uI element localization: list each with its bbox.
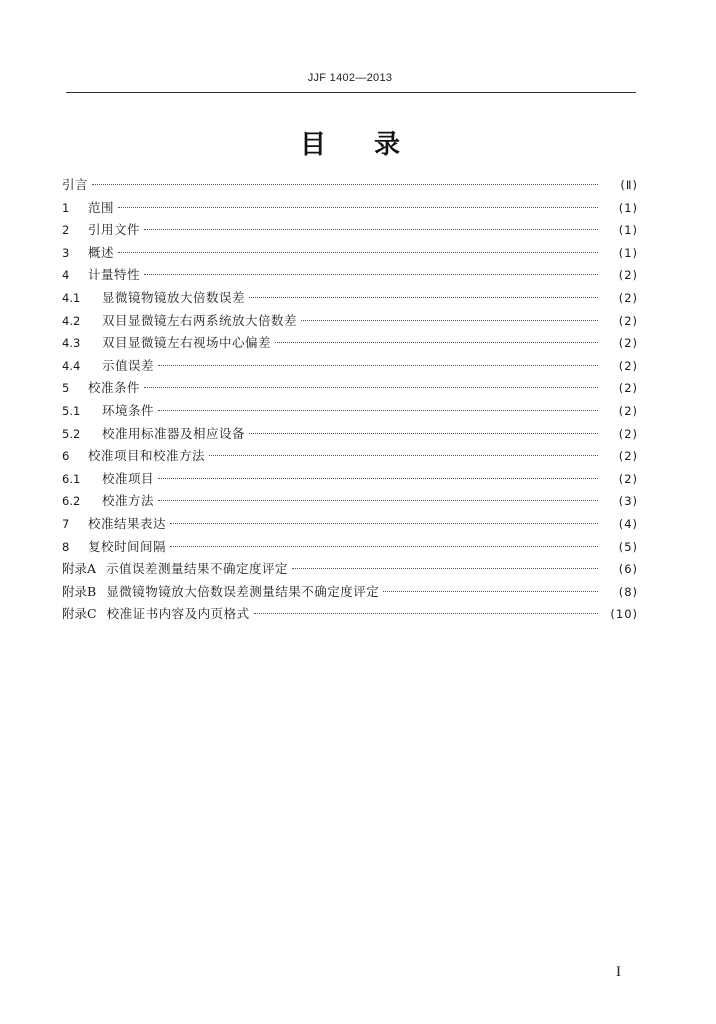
toc-entry-page: (Ⅱ): [620, 178, 638, 192]
toc-entry-number: 6: [62, 449, 70, 464]
toc-entry-page: (4): [618, 516, 638, 531]
toc-entry-text: 校准条件: [88, 380, 141, 396]
toc-entry-number: 6.1: [62, 471, 81, 486]
toc-entry-number: 4.3: [62, 336, 81, 351]
toc-entry-text: 引言: [62, 177, 89, 192]
toc-entry[interactable]: [62, 355, 638, 378]
page-number: I: [616, 964, 621, 980]
toc-entry[interactable]: [62, 377, 638, 400]
toc-entry-text: 校准结果表达: [88, 515, 167, 531]
toc-list: [62, 174, 638, 626]
toc-leader-dots: [158, 478, 598, 479]
toc-entry[interactable]: [62, 242, 638, 265]
toc-entry-number: 附录B: [62, 583, 97, 599]
toc-entry-number: 4.2: [62, 313, 81, 328]
toc-leader-dots: [158, 410, 598, 411]
toc-entry-number: 5: [62, 381, 70, 396]
toc-entry-text: 显微镜物镜放大倍数误差测量结果不确定度评定: [106, 583, 380, 599]
toc-entry-number: 3: [62, 245, 70, 260]
toc-entry-page: (8): [618, 584, 638, 599]
toc-entry-page: (10): [610, 607, 638, 622]
toc-entry[interactable]: [62, 513, 638, 536]
toc-entry-page: (2): [618, 449, 638, 464]
toc-entry-text: 范围: [88, 199, 115, 215]
toc-entry-page: (2): [618, 290, 638, 305]
toc-entry-number: 8: [62, 539, 70, 554]
toc-entry-number: 2: [62, 223, 70, 238]
toc-entry-number: 4: [62, 268, 70, 283]
toc-entry-page: (2): [618, 403, 638, 418]
toc-leader-dots: [144, 387, 598, 388]
toc-leader-dots: [383, 591, 598, 592]
toc-entry[interactable]: [62, 287, 638, 310]
toc-entry-page: (1): [618, 200, 638, 215]
toc-entry-page: (2): [618, 381, 638, 396]
toc-entry-text: 校准方法: [102, 493, 155, 509]
toc-entry-text: 显微镜物镜放大倍数误差: [102, 289, 246, 305]
toc-leader-dots: [118, 252, 598, 253]
toc-entry-text: 校准证书内容及内页格式: [106, 606, 250, 622]
toc-entry[interactable]: [62, 332, 638, 355]
toc-entry-number: 5.1: [62, 403, 81, 418]
toc-entry-appendix[interactable]: [62, 558, 638, 581]
toc-leader-dots: [275, 342, 598, 343]
toc-entry[interactable]: [62, 219, 638, 242]
toc-leader-dots: [254, 613, 598, 614]
toc-entry-number: 6.2: [62, 494, 81, 509]
toc-entry-number: 附录A: [62, 561, 97, 577]
toc-entry[interactable]: [62, 423, 638, 446]
toc-leader-dots: [249, 297, 598, 298]
toc-entry-text: 概述: [88, 244, 115, 260]
toc-entry-number: 4.4: [62, 358, 81, 373]
toc-leader-dots: [249, 433, 598, 434]
toc-entry[interactable]: [62, 536, 638, 559]
toc-entry-page: (2): [618, 358, 638, 373]
document-code: JJF 1402—2013: [307, 72, 393, 84]
toc-entry-text: 示值误差测量结果不确定度评定: [106, 561, 289, 577]
toc-entry-page: (3): [618, 494, 638, 509]
toc-leader-dots: [158, 500, 598, 501]
toc-entry-page: (6): [618, 562, 638, 577]
toc-entry-number: 5.2: [62, 426, 81, 441]
toc-entry[interactable]: [62, 490, 638, 513]
toc-entry-text: 示值误差: [102, 357, 155, 373]
toc-entry-page: (2): [618, 426, 638, 441]
toc-entry-number: 7: [62, 516, 70, 531]
toc-entry[interactable]: [62, 445, 638, 468]
toc-entry-text: 环境条件: [102, 402, 155, 418]
toc-entry-text: 计量特性: [88, 267, 141, 283]
toc-entry-text: 校准项目: [102, 470, 155, 486]
toc-leader-dots: [292, 568, 598, 569]
toc-entry-page: (2): [618, 268, 638, 283]
toc-entry[interactable]: [62, 197, 638, 220]
toc-entry-text: 复校时间间隔: [88, 538, 167, 554]
header-rule: [66, 92, 636, 93]
toc-leader-dots: [170, 546, 598, 547]
toc-entry-page: (5): [618, 539, 638, 554]
toc-entry-page: (2): [618, 471, 638, 486]
toc-entry-appendix[interactable]: [62, 603, 638, 626]
toc-entry-text: 引用文件: [88, 222, 141, 238]
toc-entry[interactable]: [62, 264, 638, 287]
toc-entry-page: (1): [618, 245, 638, 260]
toc-leader-dots: [144, 229, 598, 230]
toc-entry-intro[interactable]: [62, 174, 638, 197]
toc-leader-dots: [209, 455, 598, 456]
toc-leader-dots: [118, 207, 598, 208]
toc-entry-number: 附录C: [62, 606, 97, 622]
toc-entry-number: 1: [62, 200, 70, 215]
toc-entry-number: 4.1: [62, 290, 81, 305]
toc-entry-appendix[interactable]: [62, 581, 638, 604]
toc-leader-dots: [170, 523, 598, 524]
toc-title-char-1: 目: [299, 130, 326, 160]
toc-entry-text: 双目显微镜左右两系统放大倍数差: [102, 312, 298, 328]
toc-entry-text: 校准项目和校准方法: [88, 448, 206, 464]
toc-entry-page: (1): [618, 223, 638, 238]
toc-entry[interactable]: [62, 310, 638, 333]
toc-leader-dots: [92, 184, 598, 185]
toc-title: [0, 124, 700, 161]
toc-leader-dots: [144, 274, 598, 275]
toc-title-char-2: 录: [374, 130, 401, 160]
toc-entry[interactable]: [62, 400, 638, 423]
toc-entry-page: (2): [618, 336, 638, 351]
toc-entry-text: 校准用标准器及相应设备: [102, 425, 246, 441]
toc-entry-text: 双目显微镜左右视场中心偏差: [102, 335, 272, 351]
toc-entry[interactable]: [62, 468, 638, 491]
toc-leader-dots: [301, 320, 598, 321]
toc-entry-page: (2): [618, 313, 638, 328]
toc-leader-dots: [158, 365, 598, 366]
